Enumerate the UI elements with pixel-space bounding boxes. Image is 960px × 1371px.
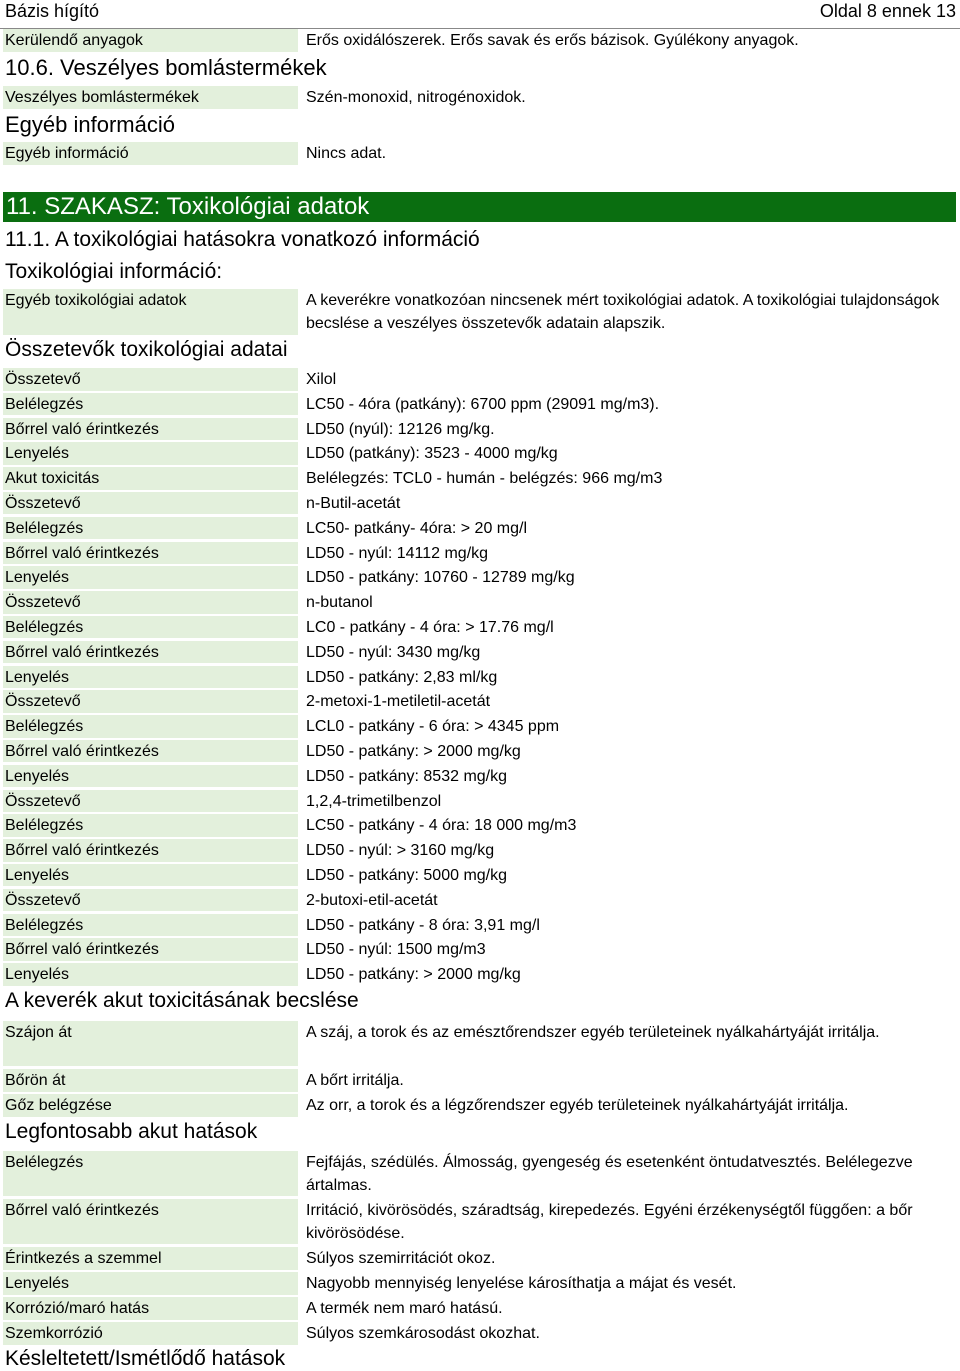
component-row [0, 813, 960, 838]
component-row-value: LD50 - patkány - 8 óra: 3,91 mg/l [306, 916, 540, 934]
component-row-value: LD50 - patkány: 8532 mg/kg [306, 767, 508, 785]
effect-ingestion-label: Lenyelés [3, 1272, 298, 1295]
incompatible-materials-value: Erős oxidálószerek. Erős savak és erős bázisok. Gyúlékony anyagok. [306, 32, 799, 49]
component-row [0, 739, 960, 764]
effect-eye-corrosion-value: Súlyos szemkárosodást okozhat. [306, 1325, 540, 1342]
component-row [0, 764, 960, 789]
component-row [0, 789, 960, 814]
component-row [0, 367, 960, 392]
effect-eye-value: Súlyos szemirritációt okoz. [306, 1250, 496, 1267]
incompatible-materials-label: Kerülendő anyagok [3, 29, 298, 52]
component-row-label: Lenyelés [3, 765, 298, 788]
decomposition-products-value: Szén-monoxid, nitrogénoxidok. [306, 89, 526, 106]
component-row [0, 888, 960, 913]
component-row-value: Xilol [306, 371, 337, 388]
component-row-value: LD50 - patkány: 2,83 ml/kg [306, 668, 498, 686]
component-row-label: Lenyelés [3, 566, 298, 589]
component-row [0, 541, 960, 566]
component-row [0, 417, 960, 442]
component-row-value: LD50 - nyúl: 14112 mg/kg [306, 544, 489, 562]
component-row-value: LD50 - patkány: > 2000 mg/kg [306, 742, 521, 760]
component-row [0, 392, 960, 417]
component-row-label: Összetevő [3, 591, 298, 614]
component-row-value: n-butanol [306, 594, 373, 612]
component-row-value: 1,2,4-trimetilbenzol [306, 792, 442, 810]
component-row-value: Belélegzés: TCL0 - humán - belégzés: 966 mg/m3 [306, 470, 663, 488]
component-row-label: Bőrrel való érintkezés [3, 542, 298, 565]
component-row [0, 441, 960, 466]
component-row [0, 863, 960, 888]
effect-skin-label: Bőrrel való érintkezés [3, 1199, 298, 1244]
delayed-effects-heading: Késleltetett/Ismétlődő hatások [5, 1347, 286, 1370]
component-row [0, 615, 960, 640]
component-row-label: Belélegzés [3, 715, 298, 738]
document-title: Bázis hígító [5, 1, 100, 21]
effect-inhalation-label: Belélegzés [3, 1151, 298, 1196]
other-info-heading: Egyéb információ [5, 112, 175, 137]
component-row-label: Belélegzés [3, 517, 298, 540]
effect-eye-corrosion-label: Szemkorrózió [3, 1322, 298, 1345]
component-row-value: n-Butil-acetát [306, 494, 401, 512]
acute-estimate-heading: A keverék akut toxicitásának becslése [5, 989, 359, 1012]
component-row-value: LD50 - patkány: 5000 mg/kg [306, 866, 508, 884]
component-row-label: Összetevő [3, 690, 298, 713]
effect-inhalation-value: Fejfájás, szédülés. Álmosság, gyengeség és esetenként öntudatvesztés. Belélegezve ártalmas. [306, 1154, 913, 1194]
component-row [0, 491, 960, 516]
component-row-label: Összetevő [3, 492, 298, 515]
component-row-label: Belélegzés [3, 814, 298, 837]
component-row [0, 590, 960, 615]
component-row [0, 962, 960, 987]
tox-info-heading: Toxikológiai információ: [5, 260, 223, 283]
component-row-value: LCL0 - patkány - 6 óra: > 4345 ppm [306, 718, 560, 736]
component-row-label: Lenyelés [3, 864, 298, 887]
vapour-value: Az orr, a torok és a légzőrendszer egyéb területeinek nyálkahártyáját irritálja. [306, 1097, 849, 1114]
component-row-value: LD50 - patkány: > 2000 mg/kg [306, 966, 521, 984]
component-row-value: 2-metoxi-1-metiletil-acetát [306, 693, 491, 711]
component-row-value: LC50 - patkány - 4 óra: 18 000 mg/m3 [306, 817, 577, 835]
effect-corrosion-value: A termék nem maró hatású. [306, 1300, 503, 1317]
component-row-label: Bőrrel való érintkezés [3, 938, 298, 961]
other-info-label: Egyéb információ [3, 142, 298, 165]
heading-10-6: 10.6. Veszélyes bomlástermékek [5, 55, 327, 80]
component-row [0, 516, 960, 541]
component-row [0, 689, 960, 714]
component-row [0, 466, 960, 491]
other-info-value: Nincs adat. [306, 145, 387, 162]
effect-eye-label: Érintkezés a szemmel [3, 1247, 298, 1270]
component-row-value: 2-butoxi-etil-acetát [306, 891, 438, 909]
component-row-label: Lenyelés [3, 442, 298, 465]
dermal-value: A bőrt irritálja. [306, 1072, 404, 1089]
component-row [0, 838, 960, 863]
effect-ingestion-value: Nagyobb mennyiség lenyelése károsíthatja a májat és vesét. [306, 1275, 737, 1292]
effect-skin-value: Irritáció, kivörösödés, száradtság, kirepedezés. Egyéni érzékenységtől függően: a bőr kivörösödése. [306, 1202, 913, 1242]
component-row-label: Lenyelés [3, 666, 298, 689]
section-11-bar: 11. SZAKASZ: Toxikológiai adatok [3, 192, 956, 222]
other-tox-label: Egyéb toxikológiai adatok [3, 289, 298, 335]
oral-label: Szájon át [3, 1021, 298, 1066]
component-row-label: Összetevő [3, 790, 298, 813]
components-table [0, 367, 960, 987]
decomposition-products-label: Veszélyes bomlástermékek [3, 86, 298, 109]
component-row-label: Bőrrel való érintkezés [3, 839, 298, 862]
page-number: Oldal 8 ennek 13 [819, 1, 956, 21]
component-row-value: LD50 (nyúl): 12126 mg/kg. [306, 420, 495, 438]
dermal-label: Bőrön át [3, 1069, 298, 1092]
page-header [0, 0, 960, 29]
component-row-value: LD50 (patkány): 3523 - 4000 mg/kg [306, 445, 558, 463]
component-row-value: LC50- patkány- 4óra: > 20 mg/l [306, 519, 528, 537]
component-row [0, 937, 960, 962]
component-row [0, 913, 960, 938]
component-row-label: Belélegzés [3, 914, 298, 937]
component-row [0, 665, 960, 690]
component-row-label: Belélegzés [3, 616, 298, 639]
component-row-label: Belélegzés [3, 393, 298, 416]
component-row-value: LD50 - patkány: 10760 - 12789 mg/kg [306, 569, 575, 587]
component-row-value: LC0 - patkány - 4 óra: > 17.76 mg/l [306, 618, 554, 636]
component-row [0, 640, 960, 665]
component-row [0, 565, 960, 590]
component-row-value: LD50 - nyúl: 1500 mg/m3 [306, 941, 486, 959]
effect-corrosion-label: Korrózió/maró hatás [3, 1297, 298, 1320]
component-row-label: Bőrrel való érintkezés [3, 641, 298, 664]
vapour-label: Gőz belégzése [3, 1094, 298, 1117]
component-row-label: Összetevő [3, 889, 298, 912]
component-row-label: Bőrrel való érintkezés [3, 740, 298, 763]
components-heading: Összetevők toxikológiai adatai [5, 338, 288, 361]
component-row-label: Lenyelés [3, 963, 298, 986]
acute-effects-heading: Legfontosabb akut hatások [5, 1120, 258, 1143]
component-row-value: LD50 - nyúl: > 3160 mg/kg [306, 842, 495, 860]
oral-value: A száj, a torok és az emésztőrendszer egyéb területeinek nyálkahártyáját irritálja. [306, 1024, 880, 1041]
other-tox-value: A keverékre vonatkozóan nincsenek mért toxikológiai adatok. A toxikológiai tulajdonságok becslése a veszélyes összetevők adatain alapszik. [306, 292, 940, 332]
heading-11-1: 11.1. A toxikológiai hatásokra vonatkozó információ [5, 228, 480, 251]
component-row [0, 714, 960, 739]
component-row-value: LD50 - nyúl: 3430 mg/kg [306, 643, 481, 661]
component-row-value: LC50 - 4óra (patkány): 6700 ppm (29091 mg/m3). [306, 395, 660, 413]
component-row-label: Akut toxicitás [3, 467, 298, 490]
component-row-label: Bőrrel való érintkezés [3, 418, 298, 441]
component-row-label: Összetevő [3, 368, 298, 391]
